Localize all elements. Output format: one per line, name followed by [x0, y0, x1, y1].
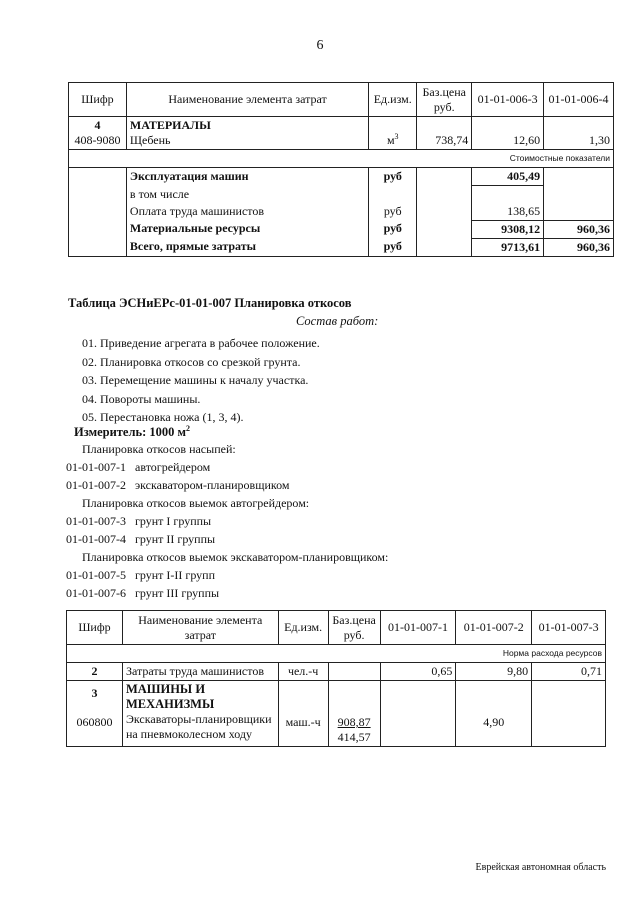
group3-title: Планировка откосов выемок экскаватором-планировщиком: [82, 550, 389, 564]
machine-value-2: 4,90 [456, 681, 532, 747]
header-price: Баз.цена руб. [417, 83, 472, 117]
machine-name-cell [122, 681, 278, 747]
item-code: 01-01-007-5 [66, 568, 126, 582]
header-name: Наименование элемента затрат [122, 611, 278, 645]
work-step: 01. Приведение агрегата в рабочее положение. [82, 336, 320, 350]
header-code: Шифр [67, 611, 123, 645]
header-col1: 01-01-007-1 [380, 611, 456, 645]
machine-code: 060800 [76, 715, 113, 729]
resource-table-1 [68, 82, 614, 257]
labor-num: 2 [67, 663, 123, 681]
material-code: 408-9080 [74, 133, 121, 147]
labor-value-3: 0,71 [532, 663, 606, 681]
group1-item [66, 478, 289, 493]
footer-region: Еврейская автономная область [475, 862, 606, 873]
group1-item [66, 460, 210, 475]
norm-caption: Норма расхода ресурсов [67, 645, 606, 663]
item-text: грунт II группы [135, 532, 216, 546]
group3-item [66, 586, 219, 601]
header-col3: 01-01-007-3 [532, 611, 606, 645]
group2-item [66, 514, 211, 529]
pay-name: Оплата труда машинистов [126, 203, 368, 221]
section-title: МАШИНЫ И МЕХАНИЗМЫ [125, 682, 215, 711]
machine-name: Экскаваторы-планировщики на пневмоколесном ходу [125, 712, 272, 741]
machine-unit: маш.-ч [278, 681, 328, 747]
page-number: 6 [316, 38, 324, 53]
material-value-1: 12,60 [472, 117, 544, 150]
work-step: 02. Планировка откосов со срезкой грунта. [82, 354, 301, 369]
material-code-cell [69, 117, 127, 150]
total-unit: руб [369, 238, 417, 256]
cost-caption: Стоимостные показатели [126, 150, 613, 168]
composition-title: Состав работ: [296, 314, 379, 328]
material-name: Щебень [129, 133, 171, 147]
group2-item [66, 532, 215, 547]
material-unit: $м^3$ [369, 117, 417, 150]
machine-price-2: 414,57 [337, 730, 371, 744]
item-code: 01-01-007-6 [66, 586, 126, 600]
machine-price-1: 908,87 [337, 715, 371, 729]
item-code: 01-01-007-2 [66, 478, 126, 492]
materials-value-2: 960,36 [544, 220, 614, 238]
total-name: Всего, прямые затраты [126, 238, 368, 256]
materials-name: Материальные ресурсы [126, 220, 368, 238]
pay-value-2 [544, 203, 614, 221]
group3-item [66, 568, 215, 583]
item-text: грунт I-II групп [135, 568, 216, 582]
pay-value-1: 138,65 [472, 203, 544, 221]
labor-value-2: 9,80 [456, 663, 532, 681]
material-value-2: 1,30 [544, 117, 614, 150]
table-title: Таблица ЭСНиЕРс-01-01-007 Планировка откосов [68, 296, 352, 310]
exploit-unit: руб [369, 168, 417, 186]
header-unit: Ед.изм. [369, 83, 417, 117]
material-price: 738,74 [417, 117, 472, 150]
work-step: 05. Перестановка ножа (1, 3, 4). [82, 410, 244, 424]
item-text: экскаватором-планировщиком [135, 478, 290, 492]
work-steps [82, 334, 320, 427]
section-number: 4 [94, 118, 101, 132]
work-step: 04. Повороты машины. [82, 391, 201, 406]
materials-value-1: 9308,12 [472, 220, 544, 238]
machine-price-cell [328, 681, 380, 747]
section-number: 3 [91, 686, 98, 700]
item-code: 01-01-007-4 [66, 532, 126, 546]
header-name: Наименование элемента затрат [126, 83, 368, 117]
header-col2: 01-01-007-2 [456, 611, 532, 645]
item-text: грунт I группы [135, 514, 212, 528]
item-text: грунт III группы [135, 586, 220, 600]
header-col2: 01-01-006-4 [544, 83, 614, 117]
header-code: Шифр [69, 83, 127, 117]
item-text: автогрейдером [135, 460, 211, 474]
resource-table-2 [66, 610, 606, 747]
material-name-cell [126, 117, 368, 150]
work-step: 03. Перемещение машины к началу участка. [82, 373, 309, 387]
item-code: 01-01-007-3 [66, 514, 126, 528]
materials-unit: руб [369, 220, 417, 238]
exploit-value-2 [544, 168, 614, 186]
group1-title: Планировка откосов насыпей: [82, 442, 236, 456]
exploit-name: Эксплуатация машин [126, 168, 368, 186]
meter-label: Измеритель: 1000 $м^2$ [74, 424, 191, 440]
included-label: в том числе [126, 186, 368, 203]
total-value-2: 960,36 [544, 238, 614, 256]
labor-unit: чел.-ч [278, 663, 328, 681]
labor-name: Затраты труда машинистов [122, 663, 278, 681]
header-col1: 01-01-006-3 [472, 83, 544, 117]
labor-value-1: 0,65 [380, 663, 456, 681]
exploit-value-1: 405,49 [472, 168, 544, 186]
total-value-1: 9713,61 [472, 238, 544, 256]
pay-unit: руб [369, 203, 417, 221]
item-code: 01-01-007-1 [66, 460, 126, 474]
header-unit: Ед.изм. [278, 611, 328, 645]
group2-title: Планировка откосов выемок автогрейдером: [82, 496, 310, 510]
header-price: Баз.цена руб. [328, 611, 380, 645]
section-title: МАТЕРИАЛЫ [129, 118, 211, 132]
machine-code-cell [67, 681, 123, 747]
